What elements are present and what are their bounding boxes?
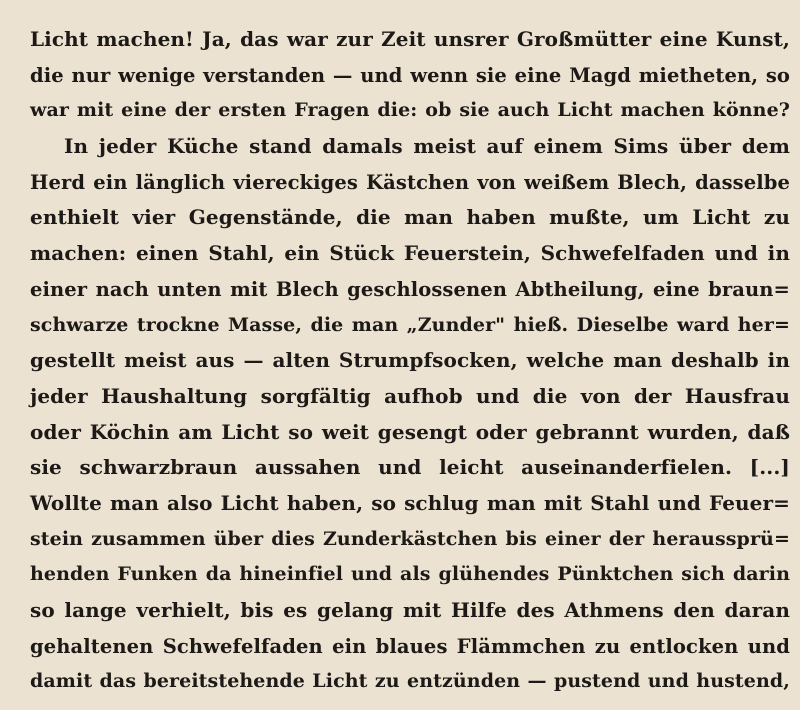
text-line-17: so lange verhielt, bis es gelang mit Hilfe des Athmens den daran bbox=[30, 598, 790, 622]
text-line-13: sie schwarzbraun aussahen und leicht auseinanderfielen. [...] bbox=[30, 455, 790, 480]
text-line-6: enthielt vier Gegenstände, die man haben mußte, um Licht zu bbox=[30, 205, 790, 230]
text-line-8: einer nach unten mit Blech geschlossenen Abtheilung, eine braun= bbox=[30, 277, 790, 301]
text-line-7: machen: einen Stahl, ein Stück Feuerstein, Schwefelfaden und in bbox=[30, 241, 790, 266]
text-line-19: damit das bereitstehende Licht zu entzünden — pustend und hustend, bbox=[30, 670, 790, 693]
text-line-9: schwarze trockne Masse, die man „Zunder" hieß. Dieselbe ward her= bbox=[30, 313, 790, 336]
text-line-15: stein zusammen über dies Zunderkästchen bis einer der heraussprü= bbox=[30, 527, 790, 550]
text-line-10: gestellt meist aus — alten Strumpfsocken, welche man deshalb in bbox=[30, 348, 790, 373]
text-line-11: jeder Haushaltung sorgfältig aufhob und die von der Hausfrau bbox=[30, 383, 790, 408]
text-line-5: Herd ein länglich viereckiges Kästchen von weißem Blech, dasselbe bbox=[30, 170, 790, 194]
body-text bbox=[30, 22, 790, 700]
text-line-3: war mit eine der ersten Fragen die: ob sie auch Licht machen könne? bbox=[30, 99, 790, 122]
text-line-18: gehaltenen Schwefelfaden ein blaues Flämmchen zu entlocken und bbox=[30, 634, 790, 658]
text-line-2: die nur wenige verstanden — und wenn sie eine Magd mietheten, so bbox=[30, 63, 790, 87]
text-line-1: Licht machen! Ja, das war zur Zeit unsrer Großmütter eine Kunst, bbox=[30, 27, 790, 51]
text-line-16: henden Funken da hineinfiel und als glühendes Pünktchen sich darin bbox=[30, 563, 790, 586]
text-line-12: oder Köchin am Licht so weit gesengt oder gebrannt wurden, daß bbox=[30, 419, 790, 444]
text-line-14: Wollte man also Licht haben, so schlug man mit Stahl und Feuer= bbox=[30, 490, 790, 515]
text-line-4: In jeder Küche stand damals meist auf einem Sims über dem bbox=[64, 134, 790, 159]
